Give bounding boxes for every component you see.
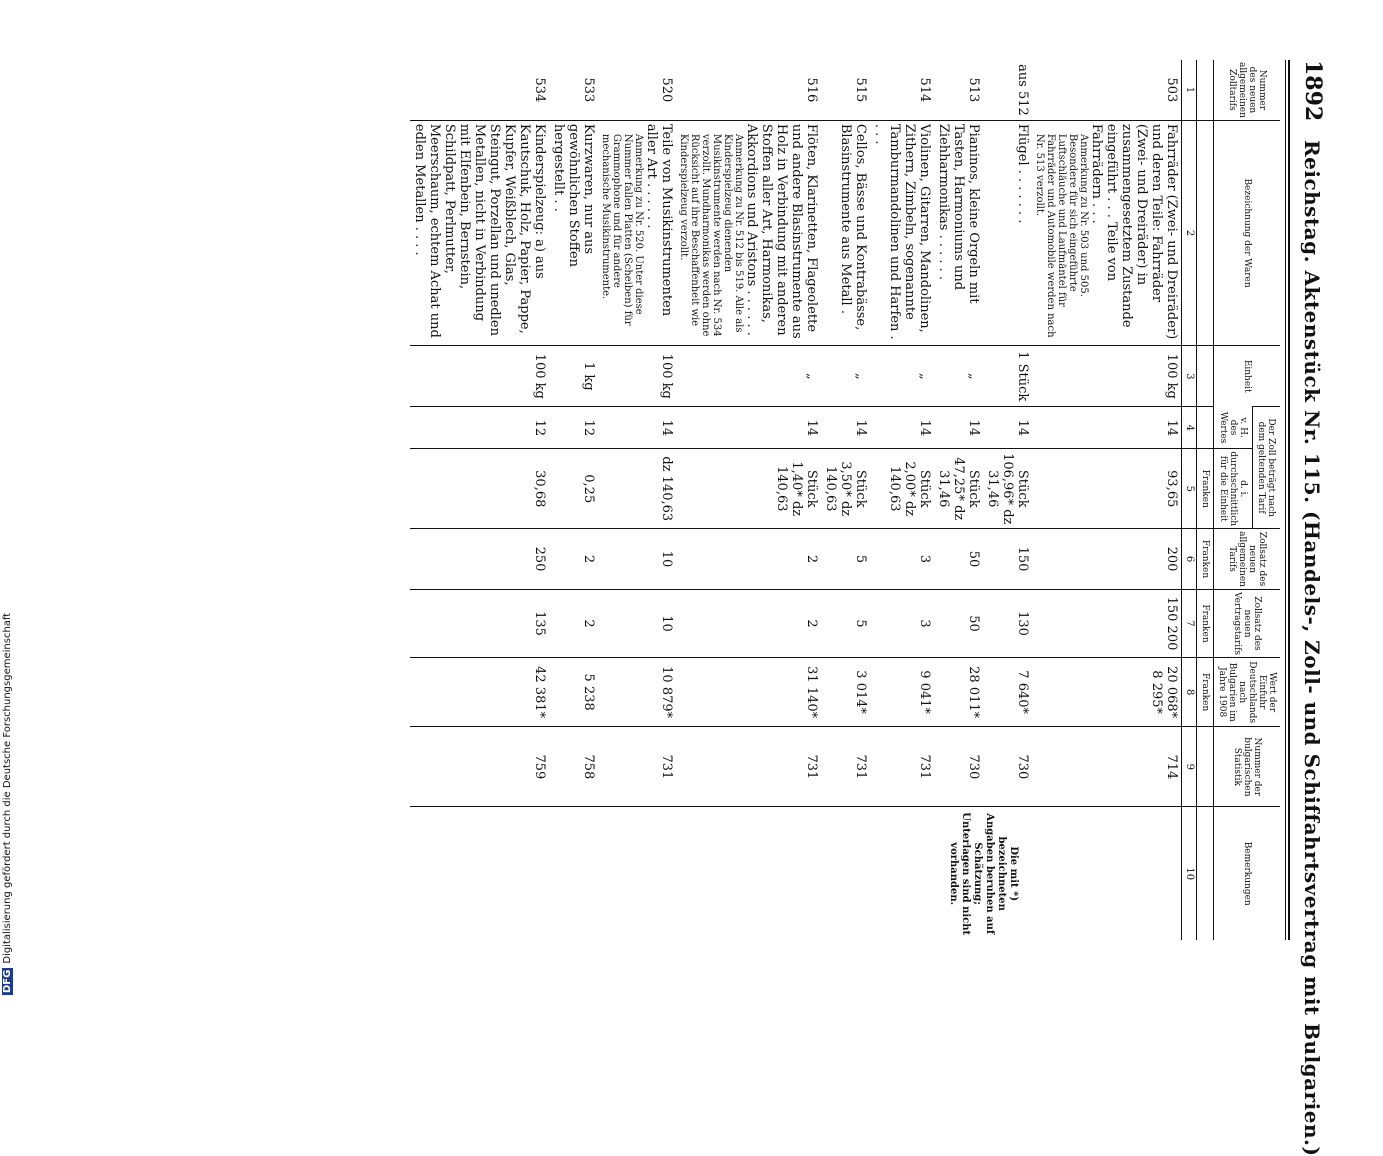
zollsatz-allgemein-text: 150 — [1015, 546, 1030, 572]
bezeichnung-text: Teile von Musikinstrumenten aller Art . . . . . . — [644, 123, 674, 317]
cell-einheit — [549, 346, 598, 407]
wert-einfuhr-text: 28 011* — [966, 666, 981, 719]
zollsatz-allgemein-text: 250 — [532, 546, 547, 572]
cell-zollsatz-allgemein — [598, 529, 676, 590]
prozent-text: 14 — [659, 419, 674, 437]
durchschnitt-text: 0,25 — [581, 474, 596, 504]
cell-zollsatz-allgemein — [821, 529, 870, 590]
bulg-statistik-text: 714 — [1164, 754, 1179, 780]
col-head-durchschnitt: d. i. durchschnittlich für die Einheit — [1214, 449, 1253, 529]
cell-durchschnitt — [598, 449, 676, 529]
cell-wert-einfuhr — [598, 658, 676, 727]
cell-zollsatz-vertrag — [870, 589, 934, 657]
wert-einfuhr-text: 9 041* — [917, 670, 932, 715]
einheit-text: 100 kg — [532, 353, 547, 399]
cell-tarif-nr — [934, 60, 983, 120]
cell-zollsatz-allgemein — [870, 529, 934, 590]
cell-wert-einfuhr — [821, 658, 870, 727]
prozent-text: 12 — [581, 419, 596, 437]
cell-einheit — [1032, 346, 1182, 407]
cell-einheit — [821, 346, 870, 407]
bezeichnung-text: Violinen, Gitarren, Mandolinen, Zithern, Zimbeln, sogenannte Tamburmandolinen und Harfen . . . . — [872, 123, 932, 340]
zollsatz-allgemein-text: 10 — [659, 550, 674, 568]
cell-wert-einfuhr — [1032, 658, 1182, 727]
page-number: 1892 — [1300, 60, 1326, 122]
column-number: 8 — [1182, 658, 1197, 727]
cell-tarif-nr — [549, 60, 598, 120]
cell-durchschnitt — [934, 449, 983, 529]
cell-einheit — [870, 346, 934, 407]
zollsatz-allgemein-text: 3 — [917, 554, 932, 564]
cell-bulg-statistik — [676, 727, 821, 807]
cell-bulg-statistik — [598, 727, 676, 807]
prozent-text: 14 — [1015, 419, 1030, 437]
unit-cell — [1197, 346, 1214, 407]
cell-bezeichnung — [598, 120, 676, 345]
cell-wert-einfuhr — [676, 658, 821, 727]
cell-zollsatz-vertrag — [1032, 589, 1182, 657]
col-head-zollsatz-allgemein: Zollsatz des neuen allgemeinen Tarifs — [1214, 529, 1281, 590]
cell-bulg-statistik — [549, 727, 598, 807]
cell-wert-einfuhr — [549, 658, 598, 727]
tarif-nr-text: 513 — [966, 77, 981, 103]
cell-zollsatz-allgemein — [934, 529, 983, 590]
bulg-statistik-text: 731 — [853, 754, 868, 780]
column-number: 9 — [1182, 727, 1197, 807]
cell-zollsatz-allgemein — [410, 529, 549, 590]
tarif-nr-text: 533 — [581, 77, 596, 103]
bulg-statistik-text: 730 — [966, 754, 981, 780]
column-number: 5 — [1182, 449, 1197, 529]
bulg-statistik-text: 731 — [917, 754, 932, 780]
cell-wert-einfuhr — [410, 658, 549, 727]
zollsatz-allgemein-text: 50 — [966, 550, 981, 568]
row-annotation: Anmerkung zu Nr. 520. Unter diese Nummer fallen Platten (Scheiben) für Grammophone und für andere mechanische Musikinstrumente. — [600, 133, 644, 326]
unit-franken: Franken — [1197, 589, 1214, 657]
wert-einfuhr-text: 20 068* 8 295* — [1149, 666, 1179, 719]
cell-einheit — [676, 346, 821, 407]
column-number: 10 — [1182, 807, 1197, 940]
cell-bulg-statistik — [870, 727, 934, 807]
tarif-nr-text: 514 — [917, 77, 932, 103]
cell-prozent — [934, 407, 983, 449]
prozent-text: 12 — [532, 419, 547, 437]
zollsatz-allgemein-text: 2 — [581, 554, 596, 564]
cell-durchschnitt — [983, 449, 1032, 529]
cell-prozent — [821, 407, 870, 449]
cell-wert-einfuhr — [934, 658, 983, 727]
cell-zollsatz-allgemein — [549, 529, 598, 590]
cell-tarif-nr — [870, 60, 934, 120]
cell-zollsatz-allgemein — [1032, 529, 1182, 590]
bezeichnung-text: Flügel . . . . . . . — [1015, 123, 1030, 224]
cell-bulg-statistik — [983, 727, 1032, 807]
cell-bezeichnung — [934, 120, 983, 345]
table-body — [410, 60, 1182, 940]
zollsatz-vertrag-text: 2 — [581, 619, 596, 628]
durchschnitt-text: 30,68 — [532, 470, 547, 508]
cell-wert-einfuhr — [870, 658, 934, 727]
zollsatz-allgemein-text: 200 — [1164, 546, 1179, 572]
durchschnitt-text: dz 140,63 — [659, 456, 674, 522]
zollsatz-vertrag-text: 3 — [917, 619, 932, 628]
bezeichnung-text: Flöten, Klarinetten, Flageolette und andere Blasinstrumente aus Holz in Verbindung mit anderen Stoffen aller Art, Harmonikas, Akkordions und Aristons . . . . . . — [744, 123, 819, 339]
zollsatz-vertrag-text: 50 — [966, 615, 981, 632]
cell-zollsatz-vertrag — [549, 589, 598, 657]
bulg-statistik-text: 730 — [1015, 754, 1030, 780]
tarif-nr-text: 515 — [853, 77, 868, 103]
cell-durchschnitt — [821, 449, 870, 529]
cell-tarif-nr — [983, 60, 1032, 120]
zollsatz-vertrag-text: 10 — [659, 615, 674, 632]
digitization-credit — [2, 5, 16, 995]
cell-bulg-statistik — [1032, 727, 1182, 807]
cell-wert-einfuhr — [983, 658, 1032, 727]
zollsatz-vertrag-text: 2 — [804, 619, 819, 628]
wert-einfuhr-text: 42 381* — [532, 666, 547, 719]
tarif-nr-text: aus 512 — [1015, 64, 1030, 116]
prozent-text: 14 — [853, 419, 868, 437]
durchschnitt-text: Stück 3,50* dz 140,63 — [823, 461, 868, 517]
column-number: 3 — [1182, 346, 1197, 407]
rotated-page-content — [80, 60, 1330, 1156]
cell-bulg-statistik — [934, 727, 983, 807]
tarif-nr-text: 534 — [532, 77, 547, 103]
durchschnitt-text: Stück 1,40* dz 140,63 — [774, 461, 819, 517]
bulg-statistik-text: 758 — [581, 754, 596, 780]
header-rule-thin — [1285, 60, 1286, 940]
cell-zollsatz-vertrag — [821, 589, 870, 657]
cell-prozent — [870, 407, 934, 449]
bulg-statistik-text: 759 — [532, 754, 547, 780]
unit-franken: Franken — [1197, 449, 1214, 529]
cell-bezeichnung — [870, 120, 934, 345]
cell-zollsatz-allgemein — [676, 529, 821, 590]
cell-einheit — [983, 346, 1032, 407]
wert-einfuhr-text: 10 879* — [659, 666, 674, 719]
cell-bezeichnung — [821, 120, 870, 345]
einheit-text: 100 kg — [659, 353, 674, 399]
einheit-text: 1 Stück — [1015, 351, 1030, 402]
wert-einfuhr-text: 7 640* — [1015, 670, 1030, 715]
cell-tarif-nr — [1032, 60, 1182, 120]
einheit-text: 1 kg — [581, 361, 596, 391]
tarif-nr-text: 503 — [1164, 77, 1179, 103]
col-head-tarif-nr: Nummer des neuen allgemeinen Zolltarifs — [1214, 60, 1281, 120]
cell-einheit — [598, 346, 676, 407]
cell-zollsatz-vertrag — [983, 589, 1032, 657]
cell-zollsatz-allgemein — [983, 529, 1032, 590]
wert-einfuhr-text: 5 238 — [581, 673, 596, 711]
cell-bezeichnung — [676, 120, 821, 345]
cell-tarif-nr — [598, 60, 676, 120]
zollsatz-vertrag-text: 135 — [532, 611, 547, 636]
cell-bezeichnung — [410, 120, 549, 345]
col-head-zollsatz-vertrag: Zollsatz des neuen Vertragstarifs — [1214, 589, 1281, 657]
unit-franken: Franken — [1197, 529, 1214, 590]
prozent-text: 14 — [917, 419, 932, 437]
cell-tarif-nr — [410, 60, 549, 120]
cell-prozent — [676, 407, 821, 449]
remarks-cell — [410, 807, 1182, 940]
cell-durchschnitt — [410, 449, 549, 529]
unit-row — [1197, 60, 1214, 940]
tariff-table — [410, 60, 1280, 940]
bulg-statistik-text: 731 — [659, 754, 674, 780]
prozent-text: 14 — [1164, 419, 1179, 437]
zollsatz-vertrag-text: 130 — [1015, 611, 1030, 636]
dfg-logo: DFG — [2, 969, 13, 993]
page-header — [1290, 60, 1330, 1156]
row-annotation: Anmerkung zu Nr. 512 bis 519. Alle als Kinderspielzeug dienenden Musikinstrumente werden nach Nr. 534 verzollt. Mundharmonikas werden ohne Rücksicht auf ihre Beschaffenheit wie Kinderspielzeug verzollt. — [678, 133, 744, 337]
column-number: 6 — [1182, 529, 1197, 590]
col-head-prozent: v. H. des Wertes — [1214, 407, 1253, 449]
cell-zollsatz-vertrag — [598, 589, 676, 657]
column-number: 1 — [1182, 60, 1197, 120]
unit-franken: Franken — [1197, 658, 1214, 727]
col-head-bezeichnung: Bezeichnung der Waren — [1214, 120, 1281, 345]
cell-bezeichnung — [549, 120, 598, 345]
einheit-text: „ — [917, 372, 932, 380]
wert-einfuhr-text: 3 014* — [853, 670, 868, 715]
row-annotation: Anmerkung zu Nr. 503 und 505. Besondere für sich eingeführte Luftschläuche und Laufmäntel für Fahrräder und Automobile werden nach Nr. 513 verzollt. — [1034, 133, 1089, 338]
remark-text: Die mit *) bezeichneten Angaben beruhen auf Schätzung; Unterlagen sind nicht vorhanden. — [948, 812, 1019, 936]
durchschnitt-text: Stück 106,96* dz 31,46 — [985, 453, 1030, 525]
durchschnitt-text: 93,65 — [1164, 470, 1179, 508]
cell-bulg-statistik — [821, 727, 870, 807]
cell-bezeichnung — [983, 120, 1032, 345]
cell-einheit — [410, 346, 549, 407]
cell-einheit — [934, 346, 983, 407]
unit-cell — [1197, 120, 1214, 345]
col-head-zoll-geltend: Der Zoll beträgt nach dem geltenden Tarif — [1252, 407, 1280, 529]
bulg-statistik-text: 731 — [804, 754, 819, 780]
header-row-1 — [1252, 60, 1280, 940]
table-row — [1032, 60, 1182, 940]
einheit-text: „ — [853, 372, 868, 380]
cell-prozent — [1032, 407, 1182, 449]
col-head-wert-einfuhr: Wert der Einfuhr Deutschlands nach Bulgarien im Jahre 1908 — [1214, 658, 1281, 727]
column-number-row — [1182, 60, 1197, 940]
digitization-credit-text: Digitalisierung gefördert durch die Deutsche Forschungsgemeinschaft — [2, 612, 13, 964]
header-rule — [1288, 60, 1290, 940]
cell-prozent — [549, 407, 598, 449]
cell-prozent — [598, 407, 676, 449]
col-head-bemerkungen: Bemerkungen — [1214, 807, 1281, 940]
durchschnitt-text: Stück 47,25* dz 31,46 — [936, 457, 981, 521]
bezeichnung-text: Cellos, Bässe und Kontrabässe, Blasinstrumente aus Metall . — [838, 123, 868, 331]
unit-cell — [1197, 807, 1214, 940]
cell-durchschnitt — [676, 449, 821, 529]
prozent-text: 14 — [966, 419, 981, 437]
bezeichnung-text: Pianinos, kleine Orgeln mit Tasten, Harmoniums und Ziehharmonikas . . . . . . — [936, 123, 981, 304]
bezeichnung-text: Fahrräder (Zwei- und Dreiräder) und deren Teile: Fahrräder (Zwei- und Dreiräder) in zusammengesetztem Zustande eingeführt . . . Teile von Fahrrädern . . . — [1089, 123, 1179, 340]
einheit-text: „ — [966, 372, 981, 380]
zollsatz-allgemein-text: 5 — [853, 554, 868, 564]
zollsatz-allgemein-text: 2 — [804, 554, 819, 564]
column-number: 2 — [1182, 120, 1197, 345]
einheit-text: 100 kg — [1164, 353, 1179, 399]
wert-einfuhr-text: 31 140* — [804, 666, 819, 719]
col-head-einheit: Einheit — [1214, 346, 1281, 407]
cell-zollsatz-vertrag — [676, 589, 821, 657]
cell-zollsatz-vertrag — [934, 589, 983, 657]
column-number: 7 — [1182, 589, 1197, 657]
prozent-text: 14 — [804, 419, 819, 437]
tarif-nr-text: 520 — [659, 77, 674, 103]
unit-cell — [1197, 60, 1214, 120]
page-title: Reichstag. Aktenstück Nr. 115. (Handels-, Zoll- und Schiffahrtsvertrag mit Bulgarien.) — [1300, 140, 1324, 1156]
unit-cell — [1197, 727, 1214, 807]
cell-durchschnitt — [549, 449, 598, 529]
cell-tarif-nr — [821, 60, 870, 120]
zollsatz-vertrag-text: 5 — [853, 619, 868, 628]
cell-tarif-nr — [676, 60, 821, 120]
tarif-nr-text: 516 — [804, 77, 819, 103]
cell-bezeichnung — [1032, 120, 1182, 345]
cell-durchschnitt — [870, 449, 934, 529]
col-head-bulg-statistik: Nummer der bulgarischen Statistik — [1214, 727, 1281, 807]
cell-bulg-statistik — [410, 727, 549, 807]
cell-zollsatz-vertrag — [410, 589, 549, 657]
bezeichnung-text: Kinderspielzeug: a) aus Kautschuk, Holz, Papier, Pappe, Kupfer, Weißblech, Glas, Steingut, Porzellan und unedlen Metallen, nicht in Verbindung mit Elfenbein, Bernstein, Schildpatt, Perlmutter, Meerschaum, echtem Achat und edlen Metallen . . . . — [412, 123, 547, 338]
einheit-text: „ — [804, 372, 819, 380]
column-number: 4 — [1182, 407, 1197, 449]
cell-prozent — [410, 407, 549, 449]
cell-durchschnitt — [1032, 449, 1182, 529]
durchschnitt-text: Stück 2,00* dz 140,63 — [887, 461, 932, 517]
zollsatz-vertrag-text: 150 200 — [1164, 596, 1179, 651]
cell-prozent — [983, 407, 1032, 449]
bezeichnung-text: Kurzwaren, nur aus gewöhnlichen Stoffen hergestellt . . — [551, 123, 596, 268]
unit-cell — [1197, 407, 1214, 449]
